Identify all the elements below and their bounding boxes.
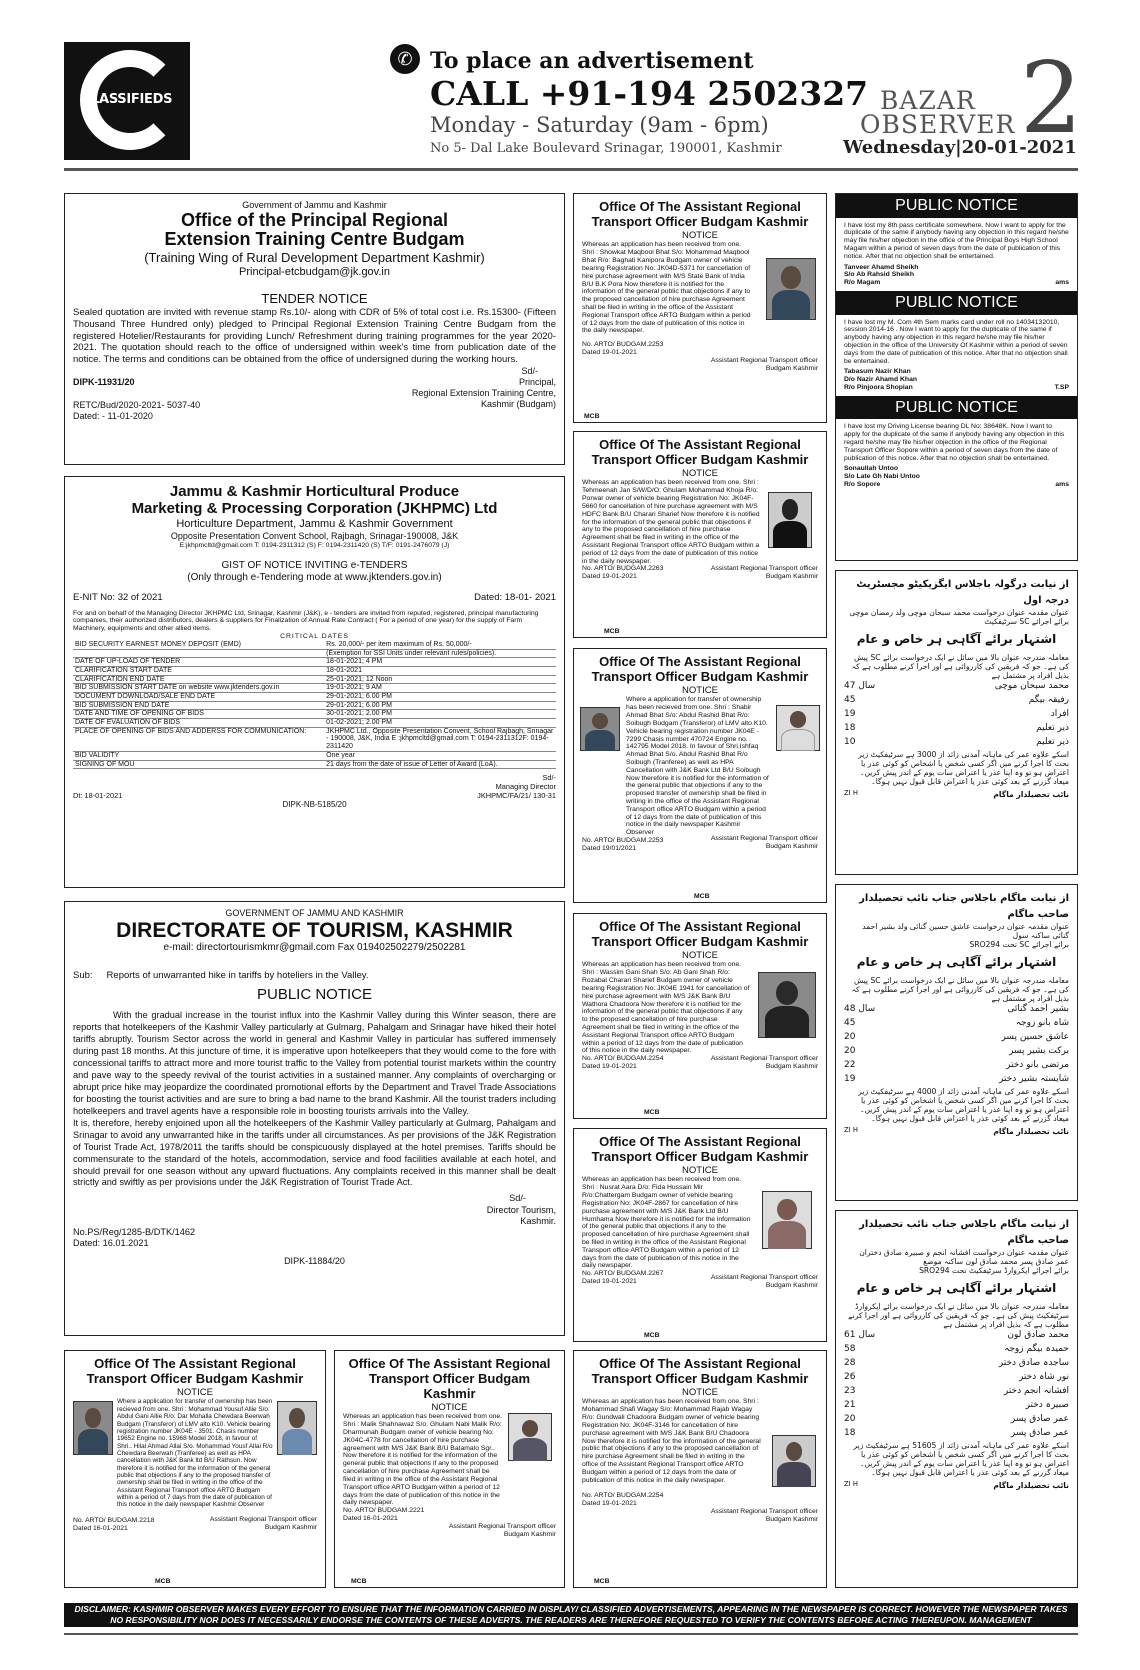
urdu-title: اشتہار برائے آگاہی ہر خاص و عام (856, 955, 1057, 970)
arto-title-2: Transport Officer Budgam Kashmir (591, 451, 809, 467)
urdu-family-row (844, 680, 1069, 694)
urdu-title: اشتہار برائے آگاہی ہر خاص و عام (856, 632, 1057, 647)
arto-title-2: Transport Officer Budgam Kashmir (368, 1370, 531, 1401)
applicant-photo (768, 492, 812, 548)
arto-dated: Dated 19-01-2021 (582, 349, 637, 357)
urdu-notice (835, 1210, 1078, 1588)
public-notice-residence: R/o Pinjoora Shopian (844, 384, 913, 392)
arto-title-2: Transport Officer Budgam Kashmir (86, 1370, 304, 1386)
tourism-para-1: With the gradual increase in the tourist influx into the Kashmir Valley during this Winter season, there are reports that hotelkeepers of the Kashmir Valley particularly at Gulmarg, Pahalgam and Srinagar have hiked their hotel tariffs abruptly. Tourism Sector across the world in general and Kashmir Valley in particular has suffered immensely during past 18 months. At this juncture of time, it is imperative upon hotelkeepers that they would come to the fore with concessional tariffs to attract more and more tourist traffic to the Valley from potential tourist markets within the country and pave way to the speedy revival of the tourist activities in a sustained manner. Any complaints of overcharging or abrupt price hike may jeopardize the coordinated promotional efforts by the Department and Travel Trade Associations for boosting the tourist activities and are sure to bring a bad name to the brand Kashmir. All the tourist traders including hotelkeepers and travel agents have a responsible role in boosting tourists arrivals into the Valley. (73, 1010, 556, 1116)
urdu-line-2: برائے اجرائے SC سرٹیفکیٹ (984, 617, 1069, 627)
arto-number: No. ARTO/ BUDGAM.2253 (582, 341, 664, 349)
jkhpmc-gist: GIST OF NOTICE INVITING e-TENDERS (221, 559, 408, 571)
urdu-intro: معاملہ مندرجہ عنوان بالا میں سائل نے ایک درخواست برائے SC پیش کی ہے۔ جو کہ فریقین کی کارروائی ہے اور اجرا کرنے مطلوب ہے کہ بذیل افراد پر مشتمل ہے (851, 975, 1069, 1004)
urdu-heading: از نیابت درگولہ باجلاس ایگزیکیٹو مجسٹریٹ درجہ اول (856, 579, 1069, 606)
critical-dates-label: SIGNING OF MOU (73, 760, 324, 769)
transferor-photo (73, 1401, 113, 1455)
jkhpmc-title-1: Jammu & Kashmir Horticultural Produce (169, 483, 460, 500)
urdu-family-row (844, 1003, 1069, 1017)
public-notice-heading: PUBLIC NOTICE (836, 194, 1077, 218)
tourism-para-2: It is, therefore, hereby enjoined upon all the hotelkeepers of the Kashmir Valley particularly at Gulmarg, Pahalgam and Srinagar to avoid any unwarranted hike in the tariffs under all circumstances. As per provisions of the J&K Registration of Tourist Trade Act, 1978/2011 the tariffs should be conspicuously displayed at the hotel premises. Tariffs should be commensurate to the standard of the hotels, accommodation, service and food facilities available at each hotel, and should prevail for one season without any upward fluctuations. Any complaints received in this manner shall be dealt strictly and swiftly as per provisions under the J&K Registration of Tourist Trade Act. (73, 1117, 556, 1188)
urdu-code: ZI H (844, 789, 858, 798)
arto-body: Whereas an application has been received from one. Shri : Mohammad Shafi Wagay S/o: Mohammad Rajab Wagay R/o: Gundwali Chadoora Budgam owner of vehicle bearing Registration No: JK04F-3146 for cancellation of hire purchase agreement with M/S J&K Bank B/U Chadoora Now therefore it is notified for the information of the general public that objections if any to the proposed cancellation of hire purchase Agreement shall be filed in writing in the office of the Assistant Regional Transport office ARTO Budgam within a period of 12 days from the date of publication of this notice in the daily newspaper. (582, 1398, 761, 1484)
critical-dates-row (73, 658, 556, 667)
critical-dates-row (73, 751, 556, 760)
urdu-family-row (844, 694, 1069, 708)
etc-title-2: Extension Training Centre Budgam (164, 228, 465, 249)
arto-notice-heading: NOTICE (431, 1401, 468, 1413)
tourism-email: e-mail: directortourismkmr@gmail.com Fax 019402502279/2502281 (163, 942, 466, 954)
urdu-family-age: 48 سال (844, 1004, 876, 1015)
tourism-public-notice (64, 901, 565, 1336)
critical-dates-value: 29-01-2021; 6.00 PM (324, 701, 556, 710)
arto-title-2: Transport Officer Budgam Kashmir (591, 933, 809, 949)
arto-body: Whereas an application has been received from one. Shri : Showkat Maqbool Bhat S/o: Mohammad Maqbool Bhat R/o: Baghati Kanipora Budgam owner of vehicle bearing Registration No: JK04D-5371 for cancellation of hire purchase agreement with M/S State Bank of India B/U B.K Pora Now therefore it is notified for the information of the general public that objections if any to the proposed cancellation of hire purchase Agreement shall be filed in writing in the office of the Assistant Regional Transport office ARTO Budgam within a period of 12 days from the date of publication of this notice in the daily newspaper. (582, 241, 751, 335)
critical-dates-label: PLACE OF OPENING OF BIDS AND ADDERSS FOR COMMUNICATION: (73, 727, 324, 751)
urdu-family-name: افراد (1050, 709, 1069, 720)
arto-number: No. ARTO/ BUDGAM.2254 (582, 1492, 664, 1500)
arto-number: No. ARTO/ BUDGAM.2254 (582, 1055, 664, 1063)
header-rule (64, 168, 1078, 171)
critical-dates-label: BID VALIDITY (73, 751, 324, 760)
urdu-family-age: 22 (844, 1060, 856, 1070)
arto-mcb: MCB (594, 1578, 610, 1586)
etc-dated: Dated: - 11-01-2020 (73, 411, 153, 421)
jkhpmc-md: Managing Director (495, 782, 556, 792)
urdu-family-row (844, 1045, 1069, 1059)
urdu-family-name: رفیقہ بیگم (1028, 695, 1069, 706)
arto-title-2: Transport Officer Budgam Kashmir (591, 1148, 809, 1164)
arto-notice (573, 648, 827, 903)
arto-sign: Assistant Regional Transport officer Budgam Kashmir (710, 1508, 818, 1523)
public-notice-residence: R/o Sopore (844, 481, 881, 489)
urdu-family-row (844, 1427, 1069, 1441)
urdu-family-name: بشیر احمد گنائی (1007, 1004, 1069, 1015)
critical-dates-value: 18-01-2021; 4 PM (324, 658, 556, 667)
critical-dates-row (73, 649, 556, 658)
urdu-outro: اسکے علاوہ عمر کی ماہانہ آمدنی زائد از 51605 ہے سرٹیفکیٹ زیر بحث کا اجرا کرنے میں اگر کسی شخص یا اشخاص کو کوئی عذر یا اعتراض ہو تو وہ اپنا عذر یا اعتراض سات یوم کے اندر پیش کریں۔ میعاد گزرنے کے بعد کوئی عذر یا اعتراض قابل قبول نہیں ہوگا۔ (853, 1440, 1069, 1478)
public-notice-body: I have lost my 8th pass certificate somewhere. Now I want to apply for the duplicate of the same if anybody having any objection in this regard he/she may file his/her objection in the office of the Principal Boys High School Magam within a period of seven days from the date of publication of this notice. After that no objection shall be entertained. (844, 221, 1069, 260)
urdu-family-age: 19 (844, 709, 856, 720)
tourism-gov: GOVERNMENT OF JAMMU AND KASHMIR (225, 908, 404, 918)
urdu-family-name: برکت بشیر پسر (1008, 1046, 1069, 1057)
critical-dates-label (73, 649, 324, 658)
arto-notice-heading: NOTICE (682, 229, 718, 241)
arto-dated: Dated 19-01-2021 (582, 1063, 637, 1071)
arto-dated: Dated 19/01/2021 (582, 844, 637, 852)
critical-dates-value: (Exemption for SSI Units under relevant rules/policies). (324, 649, 556, 658)
critical-dates-row (73, 701, 556, 710)
critical-dates-row (73, 693, 556, 702)
jkhpmc-ref: JKHPMC/FA/21/ 130-31 (477, 791, 556, 801)
arto-notice (573, 1128, 827, 1342)
publication-name-2: OBSERVER (860, 110, 1016, 139)
arto-notice (64, 1350, 326, 1588)
arto-title-1: Office Of The Assistant Regional (348, 1356, 551, 1371)
urdu-family-age: 61 سال (844, 1330, 876, 1341)
arto-notice (573, 193, 827, 423)
critical-dates-row (73, 684, 556, 693)
arto-dated: Dated 16-01-2021 (343, 1514, 398, 1522)
arto-title-1: Office Of The Assistant Regional (599, 1134, 801, 1149)
urdu-family-row (844, 708, 1069, 722)
applicant-photo (772, 1435, 816, 1487)
arto-title-1: Office Of The Assistant Regional (599, 654, 801, 669)
arto-mcb: MCB (351, 1578, 367, 1586)
urdu-family-age: 10 (844, 736, 856, 747)
critical-dates-row (73, 727, 556, 751)
arto-title-2: Transport Officer Budgam Kashmir (591, 213, 809, 229)
logo-text: CLASSIFIEDS (81, 92, 173, 107)
etc-gov: Government of Jammu and Kashmir (242, 200, 387, 210)
arto-number: No. ARTO/ BUDGAM.2267 (582, 1270, 664, 1278)
critical-dates-label: BID SUBMISSION END DATE (73, 701, 324, 710)
jkhpmc-dated: Dated: 18-01- 2021 (474, 592, 556, 604)
public-notice-code: T.SP (1054, 384, 1069, 392)
etc-sign-3: Kashmir (Budgam) (480, 399, 556, 410)
urdu-family-age: 19 (844, 1073, 856, 1084)
arto-body: Whereas an application has been received from one. Shri : Nusrat Aara D/o: Fida Hussain Mir R/o:Chattergam Budgam owner of vehicle bearing Registration No: JK04F-2867 for cancellation of hire purchase agreement with M/S J&K Bank Ltd B/U Humhama Now therefore it is notified for the information of the general public that objections if any to the proposed cancellation of hire purchase Agreement shall be filed in writing in the office of the Assistant Regional Transport office ARTO Budgam within a period of 12 days from the date of publication of this notice in the daily newspaper. (582, 1176, 751, 1270)
urdu-family-name: نور شاہ دختر (1018, 1372, 1069, 1383)
jkhpmc-title-2: Marketing & Processing Corporation (JKHPMC) Ltd (131, 500, 498, 518)
arto-number: No. ARTO/ BUDGAM.2221 (343, 1507, 425, 1515)
arto-body: Where a application for transfer of ownership has been recieved from one. Shri : Shabir Ahmad Bhat S/o: Abdul Rashid Bhat R/o: Soibugh Budgam (Transferor) of LMV alto K10. Vehicle bearing registration number JK04E - 7299 Chasis number 470724 Engine no. 142795 Model 2018. In favour of Shri.Ishfaq Ahmad Bhat S/o. Abdul Rashid Bhat R/o Soibugh (Tranferee) as well as HPA Cancellation with J&K Bank Ltd B/U Soibugh Now therefore it is notified for the information of the general public that objections if any to the proposed transfer of ownership shall be filed in writing in the office of the Assistant Regional Transport office ARTO Budgam within a period of 12 days from the date of publication of this notice in the daily newspaper Kashmir Observer (626, 696, 769, 837)
jkhpmc-sd: Sd/- (542, 773, 556, 783)
transferor-photo (580, 707, 620, 751)
public-notice-parent: S/o Ab Rahsid Sheikh (844, 271, 914, 279)
applicant-photo (758, 972, 816, 1038)
urdu-family-name: ذیر تعلیم (1036, 722, 1069, 733)
critical-dates-row (73, 710, 556, 719)
urdu-line-2: برائے اجرائے SC تحت SRO294 (969, 940, 1069, 950)
arto-mcb: MCB (584, 413, 600, 421)
critical-dates-value: 25-01-2021; 12 Noon (324, 675, 556, 684)
critical-dates-label: CLARIFICATION END DATE (73, 675, 324, 684)
arto-notice-heading: NOTICE (682, 1164, 718, 1176)
jkhpmc-intro: For and on behalf of the Managing Director JKHPMC Ltd, Srinagar, Kashmir (J&K), e - tenders are invited from reputed, registered, principal manufacturing companies, their authorized distributors, dealers & suppliers for Finalization of Annual Rate Contract ( For a period of one year) for the supply of Farm Machinery, equipments and other allied items. (73, 609, 539, 633)
tourism-ref: No.PS/Reg/1285-B/DTK/1462 (73, 1227, 196, 1238)
public-notice-parent: S/o Late Gh Nabi Untoo (844, 473, 920, 481)
tourism-dated: Dated: 16.01.2021 (73, 1238, 149, 1249)
critical-dates-value: JKHPMC Ltd., Opposite Presentation Convent, School Rajbagh, Srinagar - 190008, J&K, India E :jkhpmcltd@gmail.com T: 0194-2311312F: 0194-2311420 (324, 727, 556, 751)
urdu-family-name: عمر صادق پسر (1010, 1427, 1069, 1438)
arto-sign: Assistant Regional Transport officer Budgam Kashmir (448, 1522, 556, 1538)
arto-mcb: MCB (644, 1109, 660, 1117)
ad-line: To place an advertisement (430, 48, 754, 74)
etc-ref: RETC/Bud/2020-2021- 5037-40 (73, 400, 201, 411)
arto-body: Whereas an application has been received from one. Shri : Malik Shahnawaz S/o: Ghulam Nabi Malik R/o: Dharmunah Budgam owner of vehicle bearing No: JK04C-4778 for cancellation of hire purchase agreement with M/S J&K Bank B/U Batamalo Sgr.. Now therefore it is notified for the information of the general public that objections if any to the proposed cancellation of hire purchase Agreement shall be filed in writing in the office of the Assistant Regional Transport office ARTO Budgam within a period of 12 days from the date of publication of this notice in the daily newspaper. (343, 1413, 503, 1507)
urdu-intro: معاملہ مندرجہ عنوان بالا میں سائل نے ایک درخواست برائے SC پیش کی ہے۔ جو کہ فریقین کی کارروائی ہے اور اجرا کرنے مطلوب ہے کہ بذیل افراد پر مشتمل ہے (851, 652, 1069, 681)
urdu-family-name: عمر صادق پسر (1010, 1413, 1069, 1424)
tourism-dipk: DIPK-11884/20 (284, 1255, 345, 1266)
urdu-family-row (844, 1073, 1069, 1087)
urdu-outro: اسکے علاوہ عمر کی ماہانہ آمدنی زائد از 4000 ہے سرٹیفکیٹ زیر بحث کا اجرا کرنے میں اگر کسی شخص یا اشخاص کو کوئی عذر یا اعتراض ہو تو وہ اپنا عذر یا اعتراض سات یوم کے اندر پیش کریں۔ میعاد گزرنے کے بعد کوئی عذر یا اعتراض قابل قبول نہیں ہوگا۔ (858, 1086, 1069, 1124)
urdu-family-row (844, 1385, 1069, 1399)
arto-mcb: MCB (694, 893, 710, 901)
arto-sign: Assistant Regional Transport officer Budgam Kashmir (710, 834, 818, 850)
jkhpmc-enit: E-NIT No: 32 of 2021 (73, 592, 163, 604)
urdu-family-age: 20 (844, 1032, 856, 1043)
urdu-family-row (844, 1017, 1069, 1031)
public-notice-body: I have lost my Driving License bearing DL No: 38648K. Now I want to apply for the duplicate of the same if anybody having any objection in this regard he/she may file his/her objection in the office of the Regional Transport Officer Sopore within a period of seven days from the date of publication of this notice. After that no objection shall be entertained. (844, 423, 1065, 462)
critical-dates-value: 30-01-2021; 2.00 PM (324, 710, 556, 719)
etc-sign-1: Principal, (518, 377, 556, 388)
urdu-family-name: محمد سبحان موچی (994, 681, 1069, 692)
urdu-family-list (844, 1329, 1069, 1441)
urdu-family-name: عاشق حسین پسر (1001, 1032, 1069, 1043)
critical-dates-row (73, 675, 556, 684)
critical-dates-label: DOCUMENT DOWNLOAD/SALE END DATE (73, 693, 324, 702)
urdu-intro: معاملہ مندرجہ عنوان بالا میں سائل نے ایک درخواست برائے ایکروارڈ سرٹیفکیٹ پیش کی ہے۔ جو کہ فریقین کی کارروائی ہے اور اجرا کرنے مطلوب ہے کہ بذیل افراد پر مشتمل ہے (848, 1301, 1069, 1330)
critical-dates-row (73, 641, 556, 649)
critical-dates-value: 18-01-2021 (324, 666, 556, 675)
arto-sign: Assistant Regional Transport officer Budgam Kashmir (710, 1273, 818, 1289)
public-notice-name: Tabasum Nazir Khan (844, 368, 911, 376)
critical-dates-label: DATE OF EVALUATION OF BIDS (73, 719, 324, 728)
arto-title-1: Office Of The Assistant Regional (599, 437, 801, 452)
etc-notice-heading: TENDER NOTICE (261, 290, 368, 306)
urdu-family-row (844, 1357, 1069, 1371)
arto-title-2: Transport Officer Budgam Kashmir (591, 668, 809, 684)
urdu-heading: از نیابت ماگام باجلاس جناب نائب تحصیلدار صاحب ماگام (859, 1219, 1069, 1246)
urdu-family-age: 47 سال (844, 681, 876, 692)
arto-notice-heading: NOTICE (682, 467, 718, 479)
arto-body: Whereas an application has been received from one. Shri : Wassim Gani Shah S/o: Ab Gani Shah R/o: Rozabal Charari Sharief Budgam owner of vehicle bearing Registration No: JK04E 1941 for cancellation of hire purchase agreement with M/S J&K Bank B/U Wathora Chadoora Now therefore it is notified for the information of the general public that objections if any to the proposed cancellation of hire purchase Agreement shall be filed in writing in the office of the Assistant Regional Transport office ARTO Budgam within a period of 12 days from the date of publication of this notice in the daily newspaper. (582, 961, 750, 1055)
arto-notice-heading: NOTICE (682, 1386, 718, 1398)
jkhpmc-critical-heading: CRITICAL DATES (280, 633, 349, 641)
urdu-line-1: عنوان مقدمہ عنوان درخواست عاشق حسین گنائی ولد بشیر احمد گنائی ساکنہ سول (862, 922, 1069, 941)
critical-dates-label: DATE AND TIME OF OPENING OF BIDS (73, 710, 324, 719)
publication-date: Wednesday|20-01-2021 (843, 137, 1077, 158)
arto-title-1: Office Of The Assistant Regional (599, 199, 801, 214)
arto-title-1: Office Of The Assistant Regional (94, 1356, 296, 1371)
arto-mcb: MCB (155, 1578, 171, 1586)
urdu-family-list (844, 1003, 1069, 1087)
arto-dated: Dated 19-01-2021 (582, 1500, 637, 1508)
arto-sign: Assistant Regional Transport officer Budgam Kashmir (710, 565, 818, 580)
arto-mcb: MCB (644, 1332, 660, 1340)
public-notice-body: I have lost my M. Com 4th Sem marks card under roll no 14034132010, session 2014-16 . Now I want to apply for the duplicate of the same if anybody having any objection in this regard he/she may file his/her objection in the office of the University Of Kashmir within a period of seven days from the date of publication of this notice. After that no objection shall be entertained. (844, 318, 1068, 365)
arto-sign: Assistant Regional Transport officer Budgam Kashmir (209, 1516, 317, 1532)
arto-notice (573, 913, 827, 1119)
urdu-family-age: 58 (844, 1344, 856, 1355)
arto-sign: Assistant Regional Transport officer Budgam Kashmir (710, 356, 818, 372)
critical-dates-value: 01-02-2021; 2.00 PM (324, 719, 556, 728)
arto-notice-heading: NOTICE (177, 1386, 213, 1398)
arto-dated: Dated 16-01-2021 (73, 1524, 128, 1532)
tourism-subject: Reports of unwarranted hike in tariffs by hoteliers in the Valley. (106, 970, 369, 982)
arto-title-2: Transport Officer Budgam Kashmir (591, 1370, 809, 1386)
tourism-sub-label: Sub: (73, 970, 93, 982)
disclaimer-bar: DISCLAIMER: KASHMIR OBSERVER MAKES EVERY EFFORT TO ENSURE THAT THE INFORMATION CARRIED IN DISPLAY/ CLASSIFIED ADVERTISEMENTS, APPEARING IN THE NEWSPAPER IS CORRECT. HOWEVER THE NEWSPAPER TAKES NO RESPONSIBILITY NOR DOES IT NECESSARILY ENDORSE THE CONTENTS OF THESE ADVERTS. THE READERS ARE THEREFORE REQUESTED TO VERIFY THE CONTENTS BEFORE ACTING THEREUPON. MANAGEMENT (64, 1603, 1078, 1627)
urdu-family-row (844, 1413, 1069, 1427)
arto-dated: Dated 19-01-2021 (582, 1278, 637, 1286)
tourism-notice-heading: PUBLIC NOTICE (256, 985, 373, 1003)
arto-notice (334, 1350, 565, 1588)
urdu-notice (835, 884, 1078, 1201)
critical-dates-label: BID SUBMISSION START DATE on website www.jktenders.gov.in (73, 684, 324, 693)
publication-name-1: BAZAR (880, 86, 976, 115)
urdu-signature: نائب تحصیلدار ماگام (993, 1481, 1069, 1491)
urdu-family-age: 18 (844, 722, 856, 733)
jkhpmc-address: Opposite Presentation Convent School, Rajbagh, Srinagar-190008, J&K (170, 530, 459, 541)
arto-body: Where a application for transfer of ownership has been recieved from one. Shri : Mohammad Yousuf Allie S/o: Abdul Gani Allie R/o: Dar Mohalla Chewdara Beerwah Budgam (Transferor) of LMV alto K10. Vehicle bearing registration number JK04E - 3501. Chasis number 19652 Engine no. 15968 Model 2018, in favour of Shri.. Hilal Ahmad Allai S/o. Mohammad Yousf Allai R/o Chewdara Beerwah (Tranferee) as well as HPA cancellation with J&K Bank ltd B/U Rathsun. Now therefore it is notified for the information of the general public that objections if any to the proposed transfer of ownership shall be filed in writing in the office of the Assistant Regional Transport office ARTO Budgam within a period of 7 days from the date of publication of this notice in the daily newspaper Kashmir Observer (117, 1398, 273, 1509)
critical-dates-row (73, 719, 556, 728)
critical-dates-label: DATE OF UP-LOAD OF TENDER (73, 658, 324, 667)
jkhpmc-dept: Horticulture Department, Jammu & Kashmir Government (176, 517, 453, 530)
urdu-family-age: 21 (844, 1399, 856, 1410)
etc-title-1: Office of the Principal Regional (180, 209, 449, 230)
arto-dated: Dated 19-01-2021 (582, 573, 637, 581)
etc-dipk: DIPK-11931/20 (73, 377, 135, 388)
urdu-family-row (844, 1343, 1069, 1357)
urdu-family-name: صبیرہ دختر (1025, 1399, 1069, 1410)
transferee-photo (277, 1401, 317, 1455)
urdu-family-name: افشانہ انجم دختر (1003, 1386, 1069, 1396)
tourism-title: DIRECTORATE OF TOURISM, KASHMIR (116, 918, 513, 942)
applicant-photo (766, 258, 816, 320)
arto-notice-heading: NOTICE (682, 949, 718, 961)
critical-dates-label: BID SECURITY EARNEST MONEY DEPOSIT (EMD) (73, 641, 324, 649)
urdu-code: ZI H (844, 1126, 858, 1135)
arto-body: Whereas an application has been received from one. Shri : Tehmeenah Jan S/W/D/O: Ghulam Mohammad Khoja R/o: Porwar owner of vehicle bearing Registration No: JK04F- 5660 for cancellation of hire purchase agreement with M/S HDFC Bank B/U Charari Sharief Now therefore it is notified for the information of the general public that objections if any to the proposed cancellation of hire purchase Agreement shall be filed in writing in the office of the Assistant Regional Transport office ARTO Budgam within a period of 12 days from the date of publication of this notice in the daily newspaper. (582, 479, 760, 565)
applicant-photo (508, 1413, 552, 1461)
critical-dates-value: 29-01-2021; 6.00 PM (324, 693, 556, 702)
arto-number: No. ARTO/ BUDGAM.2218 (73, 1516, 155, 1524)
public-notice-heading: PUBLIC NOTICE (836, 396, 1077, 420)
urdu-family-age: 45 (844, 695, 856, 706)
ad-phone: CALL +91-194 2502327 (430, 74, 869, 113)
urdu-line-2: برائے اجرائے ایکروارڈ سرٹیفکیٹ تحت SRO294 (919, 1266, 1069, 1276)
public-notices-block (835, 193, 1078, 561)
arto-number: No. ARTO/ BUDGAM.2263 (582, 565, 664, 573)
arto-notice-heading: NOTICE (682, 684, 718, 696)
urdu-line-1: عنوان مقدمہ عنوان درخواست افشانہ انجم و صبیرہ صادق دختران عمر صادق پسر محمد صادق لون ساکنہ موضع (859, 1248, 1069, 1267)
urdu-heading: از نیابت ماگام باجلاس جناب نائب تحصیلدار صاحب ماگام (859, 893, 1069, 920)
critical-dates-label: CLARIFICATION START DATE (73, 666, 324, 675)
public-notice-code: ams (1055, 481, 1069, 489)
etc-tender-notice (64, 193, 565, 465)
arto-notice (573, 431, 827, 638)
public-notice-heading: PUBLIC NOTICE (836, 291, 1077, 315)
urdu-line-1: عنوان مقدمہ عنوان درخواست محمد سبحان موچی ولد رمضان موچی (849, 608, 1069, 617)
etc-sd: Sd/- (521, 366, 538, 377)
urdu-family-row (844, 736, 1069, 750)
urdu-family-age: 20 (844, 1413, 856, 1424)
urdu-family-name: ساجدہ صادق دختر (998, 1358, 1069, 1369)
urdu-signature: نائب تحصیلدار ماگام (993, 790, 1069, 800)
etc-sign-2: Regional Extension Training Centre, (411, 388, 556, 399)
urdu-family-age: 18 (844, 1427, 856, 1438)
urdu-family-age: 45 (844, 1018, 856, 1029)
ad-hours: Monday - Saturday (9am - 6pm) (430, 113, 769, 137)
urdu-family-list (844, 680, 1069, 750)
urdu-family-name: شایستہ بشیر دختر (999, 1073, 1069, 1084)
urdu-code: ZI H (844, 1480, 858, 1489)
critical-dates-value: 21 days from the date of issue of Letter of Award (LoA). (324, 760, 556, 769)
urdu-family-age: 20 (844, 1046, 856, 1057)
arto-number: No. ARTO/ BUDGAM.2253 (582, 837, 664, 845)
urdu-notice (835, 570, 1078, 875)
urdu-family-row (844, 1399, 1069, 1413)
jkhpmc-dipk: DIPK-NB-5185/20 (282, 800, 347, 810)
tourism-sign-1: Director Tourism, (486, 1204, 556, 1215)
jkhpmc-gist-2: (Only through e-Tendering mode at www.jktenders.gov.in) (187, 571, 442, 583)
arto-title-1: Office Of The Assistant Regional (599, 919, 801, 934)
urdu-title: اشتہار برائے آگاہی ہر خاص و عام (856, 1281, 1057, 1296)
critical-dates-value: 19-01-2021; 9 AM (324, 684, 556, 693)
urdu-outro: اسکے علاوہ عمر کی ماہانہ آمدنی زائد از 3000 ہے سرٹیفکیٹ زیر بحث کا اجرا کرنے میں اگر کسی شخص یا اشخاص کو کوئی عذر یا اعتراض ہو تو وہ اپنا عذر یا اعتراض سات یوم کے اندر پیش کریں۔ میعاد گزرنے کے بعد کوئی عذر یا اعتراض قابل قبول نہیں ہوگا۔ (858, 749, 1069, 787)
urdu-family-row (844, 1031, 1069, 1045)
urdu-family-name: حمیدہ بیگم زوجہ (1004, 1344, 1069, 1355)
public-notice-name: Tanveer Ahamd Sheikh (844, 263, 919, 271)
public-notice-code: ams (1055, 279, 1069, 287)
urdu-family-name: ذیر تعلیم (1036, 736, 1069, 747)
critical-dates-value: Rs. 20,000/- per item maximum of Rs. 50,000/- (324, 641, 556, 649)
ad-address: No 5- Dal Lake Boulevard Srinagar, 190001, Kashmir (430, 141, 782, 156)
arto-mcb: MCB (604, 628, 620, 636)
tourism-sd: Sd/- (509, 1193, 526, 1204)
arto-title-1: Office Of The Assistant Regional (599, 1356, 801, 1371)
jkhpmc-contact: E:jkhpmcltd@gmail.com T: 0194-2311312 (S) F: 0194-2311420 (S) T/F: 0191-2476079 (J) (179, 541, 450, 549)
critical-dates-row (73, 760, 556, 769)
urdu-family-name: محمد صادق لون (1007, 1330, 1069, 1341)
urdu-family-name: شاہ بانو زوجہ (1015, 1018, 1069, 1029)
public-notice-parent: D/o Nazir Ahamd Khan (844, 376, 918, 384)
critical-dates-value: One year (324, 751, 556, 760)
arto-sign: Assistant Regional Transport officer Budgam Kashmir (710, 1054, 818, 1070)
page-number: 2 (1020, 42, 1083, 156)
urdu-family-age: 26 (844, 1372, 856, 1383)
jkhpmc-dt: Dt: 18-01-2021 (73, 791, 123, 801)
footer-rule (64, 1633, 1078, 1635)
etc-body: Sealed quotation are invited with revenue stamp Rs.10/- along with CDR of 5% of total cost i.e. Rs.15300- (Fifteen Thousand Three Hundred only) pledged to Principal Regional Extension Training Centre Budgam from the registered Hotelier/Restaurants for providing Lunch/ Refreshment during training programmes for the year 2020-2021. The quotation should reach to the office of undersigned within week's time from publication date of the notice. The terms and conditions can be obtained from the office of undersigned during the working hours. (73, 306, 556, 366)
urdu-family-age: 23 (844, 1386, 856, 1396)
urdu-family-row (844, 1371, 1069, 1385)
urdu-family-row (844, 1329, 1069, 1343)
public-notice-name: Sonaullah Untoo (844, 465, 898, 473)
classifieds-logo (64, 42, 190, 160)
etc-email: Principal-etcbudgam@jk.gov.in (239, 265, 390, 278)
urdu-family-name: مرتضی بانو دختر (1006, 1060, 1069, 1070)
critical-dates-table (73, 641, 556, 769)
transferee-photo (776, 705, 820, 751)
phone-icon: ✆ (390, 44, 420, 74)
arto-notice (573, 1350, 827, 1588)
tourism-sign-2: Kashmir. (520, 1215, 556, 1226)
urdu-family-age: 28 (844, 1358, 856, 1369)
jkhpmc-tender-notice (64, 476, 565, 888)
urdu-signature: نائب تحصیلدار ماگام (993, 1127, 1069, 1137)
public-notice-residence: R/o Magam (844, 279, 881, 287)
urdu-family-row (844, 722, 1069, 736)
applicant-photo (762, 1191, 812, 1249)
critical-dates-row (73, 666, 556, 675)
urdu-family-row (844, 1059, 1069, 1073)
etc-subtitle: (Training Wing of Rural Development Department Kashmir) (144, 249, 485, 265)
